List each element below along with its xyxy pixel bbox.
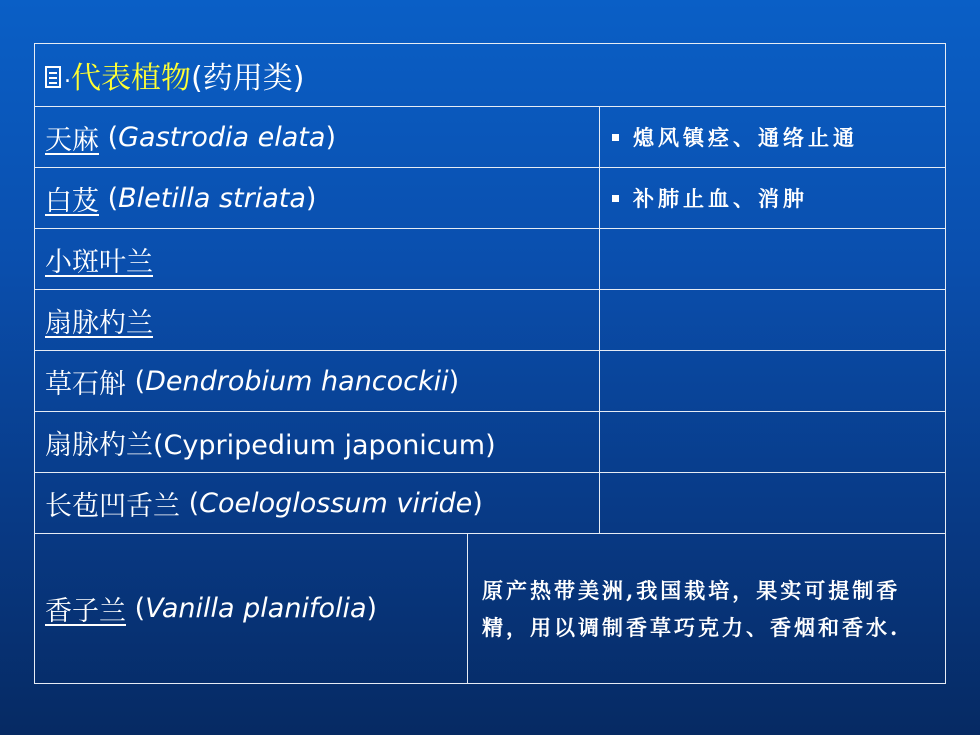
paren-close: ) <box>305 182 317 214</box>
note-cell <box>599 290 945 350</box>
table-row <box>35 472 945 533</box>
paren-open: ( <box>126 593 146 624</box>
note-cell <box>599 229 945 289</box>
plant-latin: Gastrodia elata <box>118 121 326 153</box>
document-icon <box>45 66 61 88</box>
plant-latin: Dendrobium hancockii <box>145 365 449 397</box>
plant-table <box>34 43 946 684</box>
table-row <box>35 411 945 472</box>
note-cell <box>467 534 945 683</box>
table-title <box>35 44 945 106</box>
paren-open: ( <box>126 365 146 397</box>
paren-open: ( <box>99 182 119 214</box>
plant-name-cell <box>35 534 467 683</box>
paren-close: ) <box>448 365 460 397</box>
plant-name-cell <box>35 412 599 472</box>
title-text: 代表植物 <box>71 61 191 96</box>
note-cell <box>599 107 945 167</box>
plant-name-cell <box>35 290 599 350</box>
plant-name-cell <box>35 168 599 228</box>
plant-cn-link[interactable]: 小斑叶兰 <box>45 246 153 278</box>
note-cell <box>599 412 945 472</box>
note-cell <box>599 351 945 411</box>
plant-description: 原产热带美洲,我国栽培，果实可提制香精，用以调制香草巧克力、香烟和香水. <box>482 577 901 640</box>
paren-open: ( <box>180 487 200 519</box>
paren-close: ) <box>366 593 378 624</box>
plant-cn-link[interactable]: 香子兰 <box>45 596 126 627</box>
plant-name-cell <box>35 473 599 533</box>
plant-name-cell <box>35 229 599 289</box>
table-row <box>35 350 945 411</box>
paren-close: ) <box>325 121 336 153</box>
plant-cn: 长苞凹舌兰 <box>45 490 180 522</box>
plant-name-cell <box>35 107 599 167</box>
note-cell <box>599 473 945 533</box>
bullet-square-icon <box>612 195 619 202</box>
table-row <box>35 533 945 683</box>
plant-cn-link[interactable]: 白芨 <box>45 185 99 217</box>
note-cell <box>599 168 945 228</box>
title-prefix: . <box>64 62 71 88</box>
table-row <box>35 289 945 350</box>
plant-latin: Coeloglossum viride <box>199 487 473 519</box>
plant-latin: Bletilla striata <box>118 182 306 214</box>
table-row <box>35 106 945 167</box>
paren-open: ( <box>99 121 119 153</box>
paren-close: ) <box>472 487 483 519</box>
table-header-row <box>35 44 945 106</box>
title-paren: (药用类) <box>191 61 305 96</box>
plant-cn: 扇脉杓兰(Cypripedium japonicum) <box>45 429 496 461</box>
plant-cn-link[interactable]: 扇脉杓兰 <box>45 307 153 339</box>
plant-cn-link[interactable]: 天麻 <box>45 124 99 156</box>
plant-note: 补肺止血、消肿 <box>633 186 808 211</box>
plant-latin: Vanilla planifolia <box>145 593 367 624</box>
table-row <box>35 228 945 289</box>
bullet-square-icon <box>612 134 619 141</box>
plant-cn: 草石斛 <box>45 368 126 400</box>
plant-name-cell <box>35 351 599 411</box>
table-row <box>35 167 945 228</box>
plant-note: 熄风镇痉、通络止通 <box>633 125 858 150</box>
